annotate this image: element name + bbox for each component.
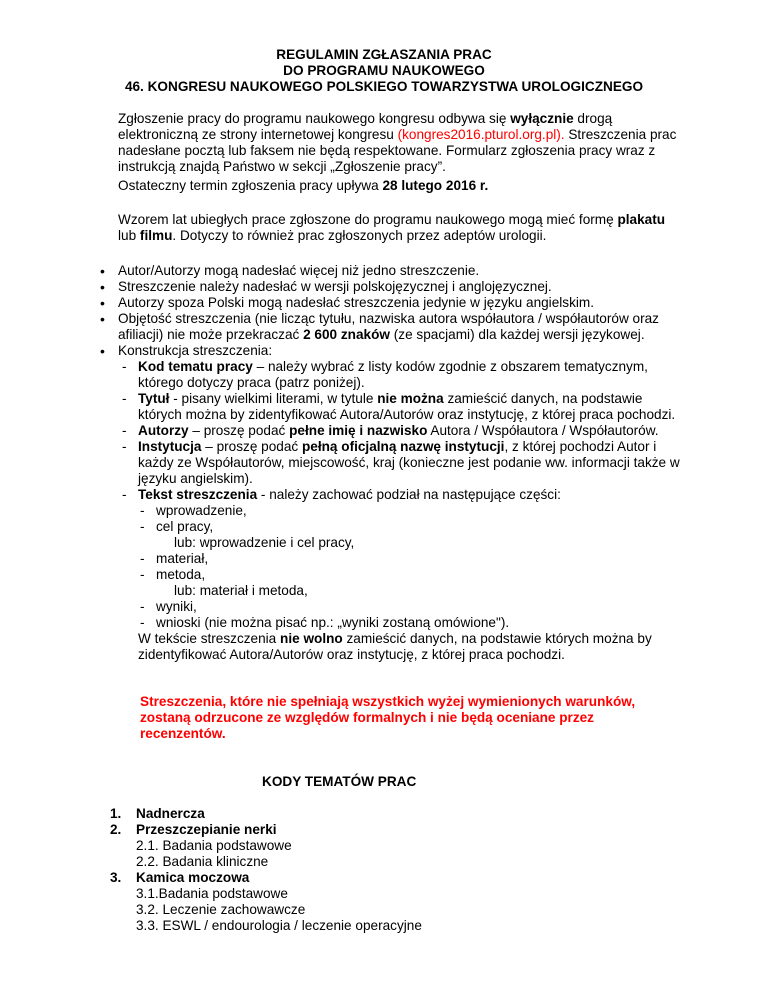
code-name: Kamica moczowa xyxy=(136,870,250,885)
intro-paragraph-3: Wzorem lat ubiegłych prace zgłoszone do programu naukowego mogą mieć formę plakatu lub filmu. Dotyczy to również prac zgłoszonych przez adeptów urologii. xyxy=(118,212,666,243)
list-item: • Autorzy spoza Polski mogą nadesłać streszczenia jedynie w języku angielskim. xyxy=(100,295,680,311)
list-item xyxy=(110,822,670,870)
title-line-2: DO PROGRAMU NAUKOWEGO xyxy=(283,63,485,78)
topic-codes-list xyxy=(110,806,670,934)
congress-link[interactable]: (kongres2016.pturol.org.pl). xyxy=(397,127,565,142)
subcode: 2.2. Badania kliniczne xyxy=(136,854,269,869)
list-item: - wprowadzenie, xyxy=(138,503,680,519)
code-name: Przeszczepianie nerki xyxy=(136,822,277,837)
list-item: - Tekst streszczenia - należy zachować podział na następujące części: - wprowadzenie, - cel pracy, lub: wprowadzenie i cel pracy, - materiał, - metoda, lub: materiał i metoda, - wyniki, - wnioski (nie można pisać np.: „wyniki zostaną omówione"). W tekście streszczenia nie wolno zamieścić danych, na podstawie których można by zidentyfikować Autora/Autorów oraz instytucję, z której praca pochodzi. xyxy=(118,487,680,663)
rejection-warning: Streszczenia, które nie spełniają wszystkich wyżej wymienionych warunków, zostaną odrzucone ze względów formalnych i nie będą oceniane przez recenzentów. xyxy=(140,694,636,741)
abstract-sections-list xyxy=(138,503,680,631)
list-item xyxy=(110,806,670,822)
code-number: 3. xyxy=(110,870,122,885)
list-item: - wnioski (nie można pisać np.: „wyniki zostaną omówione"). xyxy=(138,615,680,631)
list-item: • Autor/Autorzy mogą nadesłać więcej niż jedno streszczenie. xyxy=(100,263,680,279)
subcode: 2.1. Badania podstawowe xyxy=(136,838,292,853)
list-item: - materiał, xyxy=(138,551,680,567)
alternative-note: lub: wprowadzenie i cel pracy, xyxy=(174,535,355,550)
list-item: - Kod tematu pracy – należy wybrać z listy kodów zgodnie z obszarem tematycznym, którego dotyczy praca (patrz poniżej). xyxy=(118,359,680,391)
list-item: • Streszczenie należy nadesłać w wersji polskojęzycznej i anglojęzycznej. xyxy=(100,279,680,295)
list-item: - cel pracy, lub: wprowadzenie i cel pracy, xyxy=(138,519,680,551)
list-item: - Instytucja – proszę podać pełną oficjalną nazwę instytucji, z której pochodzi Autor i każdy ze Współautorów, miejscowość, kraj (konieczne jest podanie ww. informacji także w języku angielskim). xyxy=(118,439,680,487)
subcode: 3.3. ESWL / endourologia / leczenie operacyjne xyxy=(136,918,422,933)
alternative-note: lub: materiał i metoda, xyxy=(174,583,308,598)
subcode: 3.2. Leczenie zachowawcze xyxy=(136,902,306,917)
intro-paragraph-1: Zgłoszenie pracy do programu naukowego kongresu odbywa się wyłącznie drogą elektroniczną ze strony internetowej kongresu (kongres2016.pturol.org.pl). Streszczenia prac nadesłane pocztą lub faksem nie będą respektowane. Formularz zgłoszenia pracy wraz z instrukcją znajdą Państwo w sekcji „Zgłoszenie pracy”. xyxy=(118,111,677,174)
subcode: 3.1.Badania podstawowe xyxy=(136,886,288,901)
title-line-1: REGULAMIN ZGŁASZANIA PRAC xyxy=(276,47,492,62)
list-item: - wyniki, xyxy=(138,599,680,615)
list-item: - Autorzy – proszę podać pełne imię i nazwisko Autora / Współautora / Współautorów. xyxy=(118,423,680,439)
list-item: • Konstrukcja streszczenia: - Kod tematu pracy – należy wybrać z listy kodów zgodnie z obszarem tematycznym, którego dotyczy praca (patrz poniżej). - Tytuł - pisany wielkimi literami, w tytule nie można zamieścić danych, na podstawie których można by zidentyfikować Autora/Autorów oraz instytucję, z której praca pochodzi. - Autorzy – proszę podać pełne imię i nazwisko Autora / Współautora / Współautorów. - Instytucja – proszę podać pełną oficjalną nazwę instytucji, z której pochodzi Autor i każdy ze Współautorów, miejscowość, kraj (konieczne jest podanie ww. informacji także w języku angielskim). - Tekst streszczenia - należy zachować podział na następujące części: - wprowadzenie, - cel pracy, lub: wprowadzenie i cel pracy, - materiał, - metoda, lub: materiał i metoda, - wyniki, - wnioski (nie można pisać np.: „wyniki zostaną omówione"). W tekście streszczenia nie wolno zamieścić danych, na podstawie których można by zidentyfikować Autora/Autorów oraz instytucję, z której praca pochodzi. xyxy=(100,343,680,663)
identification-note: W tekście streszczenia nie wolno zamieścić danych, na podstawie których można by zidentyfikować Autora/Autorów oraz instytucję, z której praca pochodzi. xyxy=(138,631,652,662)
code-number: 2. xyxy=(110,822,122,837)
list-item: - metoda, lub: materiał i metoda, xyxy=(138,567,680,599)
structure-list xyxy=(118,359,680,663)
codes-heading: KODY TEMATÓW PRAC xyxy=(262,774,417,789)
rules-list xyxy=(100,263,680,663)
list-item: - Tytuł - pisany wielkimi literami, w tytule nie można zamieścić danych, na podstawie których można by zidentyfikować Autora/Autorów oraz instytucję, z której praca pochodzi. xyxy=(118,391,680,423)
title-line-3: 46. KONGRESU NAUKOWEGO POLSKIEGO TOWARZYSTWA UROLOGICZNEGO xyxy=(124,79,644,94)
list-item: • Objętość streszczenia (nie licząc tytułu, nazwiska autora współautora / współautorów oraz afiliacji) nie może przekraczać 2 600 znaków (ze spacjami) dla każdej wersji językowej. xyxy=(100,311,680,343)
list-item xyxy=(110,870,670,934)
code-name: Nadnercza xyxy=(136,806,205,821)
code-number: 1. xyxy=(110,806,122,821)
intro-paragraph-2: Ostateczny termin zgłoszenia pracy upływa 28 lutego 2016 r. xyxy=(118,178,489,193)
